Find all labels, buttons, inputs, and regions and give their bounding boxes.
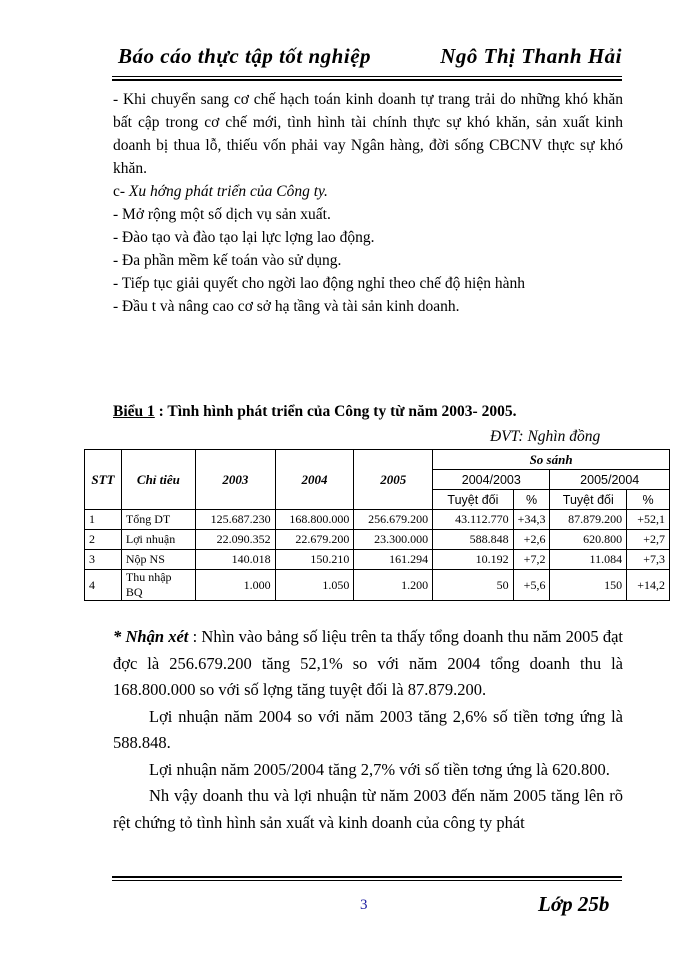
page-header (112, 40, 622, 76)
cell-2004: 22.679.200 (275, 530, 354, 550)
table-caption-label: Biểu 1 (113, 403, 155, 420)
table-caption-text: : Tình hình phát triển của Công ty từ năm 2003- 2005. (154, 403, 517, 420)
header-period-2: 2005/2004 (550, 470, 670, 490)
cell-pct-2: +2,7 (627, 530, 670, 550)
cell-indicator: Lợi nhuận (121, 530, 195, 550)
cell-2005: 161.294 (354, 550, 433, 570)
cell-abs-1: 50 (433, 570, 514, 601)
header-compare: So sánh (433, 450, 670, 470)
cell-abs-2: 87.879.200 (550, 510, 627, 530)
table-row (85, 570, 670, 601)
footer-class-label: Lớp 25b (538, 892, 610, 916)
cell-pct-2: +7,3 (627, 550, 670, 570)
section-prefix: c- (113, 183, 129, 200)
bullet-item: - Mở rộng một số dịch vụ sản xuất. (113, 206, 331, 223)
cell-pct-1: +2,6 (513, 530, 550, 550)
cell-abs-1: 43.112.770 (433, 510, 514, 530)
section-title: Xu hớng phát triển của Công ty. (128, 183, 328, 200)
header-author: Ngô Thị Thanh Hải (440, 44, 622, 68)
cell-abs-1: 10.192 (433, 550, 514, 570)
header-rule-thick (112, 79, 622, 81)
cell-2003: 1.000 (195, 570, 275, 601)
comment-paragraph-4: Nh vậy doanh thu và lợi nhuận từ năm 2003 đến năm 2005 tăng lên rõ rệt chứng tỏ tình hình sản xuất và kinh doanh của công ty phát (113, 786, 623, 832)
cell-pct-2: +14,2 (627, 570, 670, 601)
header-2005: 2005 (354, 450, 433, 510)
cell-2004: 150.210 (275, 550, 354, 570)
header-2004: 2004 (275, 450, 354, 510)
page-number: 3 (360, 897, 368, 913)
cell-2005: 23.300.000 (354, 530, 433, 550)
table-row (85, 530, 670, 550)
development-table (84, 449, 670, 601)
cell-abs-2: 11.084 (550, 550, 627, 570)
table-row (85, 550, 670, 570)
cell-2003: 22.090.352 (195, 530, 275, 550)
cell-indicator: Nộp NS (121, 550, 195, 570)
bullet-item: - Đa phần mềm kế toán vào sử dụng. (113, 252, 342, 269)
cell-abs-2: 620.800 (550, 530, 627, 550)
header-report-title: Báo cáo thực tập tốt nghiệp (118, 44, 372, 68)
header-absolute: Tuyệt đối (433, 490, 514, 510)
commentary-section (113, 624, 623, 836)
comment-paragraph-1 (113, 624, 623, 704)
footer-rule-thick (112, 876, 622, 878)
header-rule-thin (112, 76, 622, 77)
bullet-item: - Đầu t và nâng cao cơ sở hạ tầng và tài sản kinh doanh. (113, 298, 460, 315)
cell-indicator: Tổng DT (121, 510, 195, 530)
cell-stt: 2 (85, 530, 122, 550)
unit-label: ĐVT: Nghìn đồng (490, 428, 601, 445)
cell-2005: 1.200 (354, 570, 433, 601)
cell-2003: 125.687.230 (195, 510, 275, 530)
cell-pct-1: +5,6 (513, 570, 550, 601)
bullet-item: - Tiếp tục giải quyết cho ngời lao động nghỉ theo chế độ hiện hành (113, 275, 525, 292)
table-caption (113, 403, 516, 421)
footer-rule-thin (112, 880, 622, 881)
cell-pct-1: +7,2 (513, 550, 550, 570)
header-2003: 2003 (195, 450, 275, 510)
comment-label: * Nhận xét (113, 627, 189, 646)
cell-pct-2: +52,1 (627, 510, 670, 530)
cell-abs-1: 588.848 (433, 530, 514, 550)
intro-section (113, 88, 623, 318)
table-row (85, 510, 670, 530)
cell-2004: 168.800.000 (275, 510, 354, 530)
comment-paragraph-2: Lợi nhuận năm 2004 so với năm 2003 tăng 2,6% số tiền tơng ứng là 588.848. (113, 706, 623, 752)
cell-2005: 256.679.200 (354, 510, 433, 530)
header-stt: STT (85, 450, 122, 510)
cell-indicator: Thu nhập BQ (121, 570, 195, 601)
cell-2003: 140.018 (195, 550, 275, 570)
cell-pct-1: +34,3 (513, 510, 550, 530)
cell-abs-2: 150 (550, 570, 627, 601)
cell-stt: 3 (85, 550, 122, 570)
bullet-item: - Đào tạo và đào tạo lại lực lợng lao động. (113, 229, 375, 246)
cell-stt: 4 (85, 570, 122, 601)
header-percent: % (513, 490, 550, 510)
intro-paragraph: - Khi chuyển sang cơ chế hạch toán kinh doanh tự trang trải do những khó khăn bất cập trong cơ chế mới, tình hình tài chính thực sự khó khăn, sản xuất kinh doanh bị thua lỗ, thiếu vốn phải vay Ngân hàng, đời sống CBCNV thực sự khó khăn. (113, 91, 623, 177)
comment-text-1: : Nhìn vào bảng số liệu trên ta thấy tổng doanh thu năm 2005 đạt đợc là 256.679.200 tăng 52,1% so với năm 2004 tổng doanh thu là 168.800.000 so với số lợng tăng tuyệt đối là 87.879.200. (113, 627, 623, 699)
cell-2004: 1.050 (275, 570, 354, 601)
header-indicator: Chỉ tiêu (121, 450, 195, 510)
section-heading (113, 180, 623, 203)
header-percent: % (627, 490, 670, 510)
comment-paragraph-3: Lợi nhuận năm 2005/2004 tăng 2,7% với số tiền tơng ứng là 620.800. (149, 759, 610, 779)
header-absolute: Tuyệt đối (550, 490, 627, 510)
cell-stt: 1 (85, 510, 122, 530)
header-period-1: 2004/2003 (433, 470, 550, 490)
